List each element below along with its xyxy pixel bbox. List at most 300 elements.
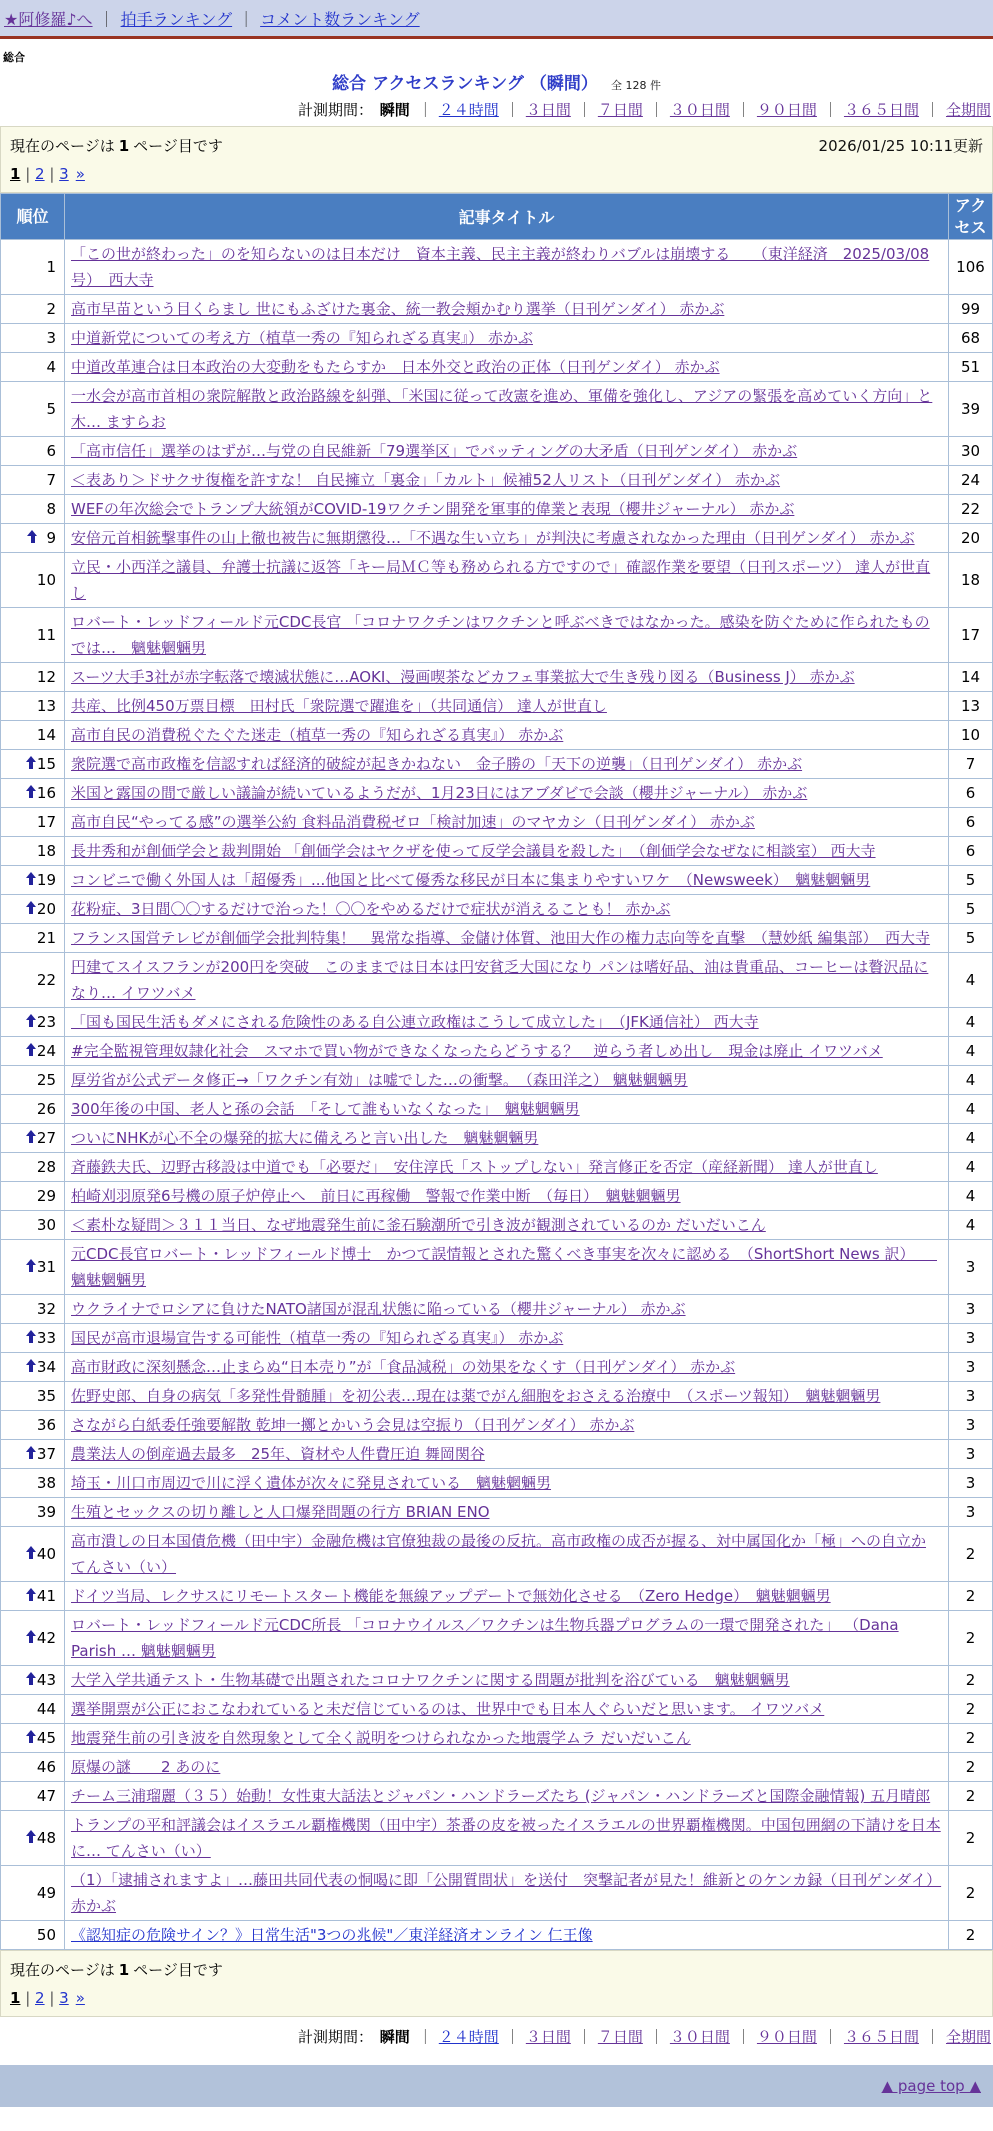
article-link[interactable]: トランプの平和評議会はイスラエル覇権機関（田中宇）茶番の皮を被ったイスラエルの世界覇権機関。中国包囲網の下請けを日本に… てんさい（い） — [71, 1816, 941, 1861]
access-count: 2 — [949, 1611, 993, 1666]
article-link[interactable]: 立民・小西洋之議員、弁護士抗議に返答「キー局ＭＣ等も務められる方ですので」確認作業を要望（日刊スポーツ） 達人が世直し — [71, 558, 931, 603]
title-cell — [65, 353, 949, 382]
rank-trend-slot — [20, 814, 37, 827]
period-option[interactable]: 全期間 — [945, 101, 991, 119]
access-count: 99 — [949, 295, 993, 324]
rank-trend-slot — [20, 755, 37, 768]
article-link[interactable]: 斉藤鉄夫氏、辺野古移設は中道でも「必要だ」 安住淳氏「ストップしない」発言修正を否定（産経新聞） 達人が世直し — [71, 1158, 878, 1177]
rank-cell — [1, 608, 65, 663]
updated-timestamp: 2026/01/25 10:11更新 — [818, 137, 983, 155]
access-count: 4 — [949, 1211, 993, 1240]
title-cell — [65, 779, 949, 808]
rank-number: 40 — [36, 1545, 56, 1564]
rank-cell — [1, 1095, 65, 1124]
title-cell — [65, 1921, 949, 1950]
title-cell — [65, 466, 949, 495]
table-row — [1, 663, 993, 692]
next-page-link[interactable]: » — [75, 1989, 85, 2008]
rank-trend-slot — [20, 1927, 37, 1940]
access-count: 24 — [949, 466, 993, 495]
rank-trend-slot — [20, 1829, 37, 1842]
article-link[interactable]: ロバート・レッドフィールド元CDC所長 「コロナウイルス／ワクチンは生物兵器プログラムの一環で開発された」 （Dana Parish … 魑魅魍魎男 — [71, 1616, 899, 1661]
period-option[interactable]: ３６５日間 — [843, 2028, 919, 2047]
rank-number: 36 — [36, 1416, 56, 1435]
category-label: 総合 — [3, 51, 25, 64]
rank-cell — [1, 1666, 65, 1695]
table-row — [1, 1811, 993, 1866]
rank-cell — [1, 1724, 65, 1753]
article-link[interactable]: スーツ大手3社が赤字転落で壊滅状態に…AOKI、漫画喫茶などカフェ事業拡大で生き残り図る（Business J） 赤かぶ — [71, 668, 855, 687]
rank-number: 18 — [36, 842, 56, 861]
access-count: 30 — [949, 437, 993, 466]
title-cell — [65, 1382, 949, 1411]
title-cell — [65, 663, 949, 692]
title-cell — [65, 295, 949, 324]
table-row — [1, 866, 993, 895]
access-count: 13 — [949, 692, 993, 721]
access-count: 68 — [949, 324, 993, 353]
article-link[interactable]: 埼玉・川口市周辺で川に浮く遺体が次々に発見されている 魑魅魍魎男 — [71, 1474, 552, 1493]
rank-number: 48 — [36, 1829, 56, 1848]
rank-trend-slot — [20, 1101, 37, 1114]
article-link[interactable]: ついにNHKが心不全の爆発的拡大に備えろと言い出した 魑魅魍魎男 — [71, 1129, 539, 1148]
rank-cell — [1, 1066, 65, 1095]
access-count: 3 — [949, 1411, 993, 1440]
table-header-row — [1, 194, 993, 240]
separator: | — [44, 165, 60, 183]
rank-number: 29 — [36, 1187, 56, 1206]
up-arrow-icon — [26, 1588, 37, 1601]
rank-cell — [1, 1008, 65, 1037]
ranking-table — [0, 193, 993, 1950]
period-label: 計測期間： — [297, 2028, 373, 2047]
rank-number: 10 — [36, 571, 56, 590]
column-header-access: アクセス — [949, 194, 993, 240]
rank-cell — [1, 866, 65, 895]
article-link[interactable]: WEFの年次総会でトランプ大統領がCOVID-19ワクチン開発を軍事的偉業と表現（櫻井ジャーナル） 赤かぶ — [71, 500, 795, 519]
separator: ｜ — [822, 2028, 838, 2047]
rank-cell — [1, 1211, 65, 1240]
period-option[interactable]: 全期間 — [945, 2028, 991, 2047]
title-cell — [65, 1124, 949, 1153]
rank-number: 49 — [36, 1884, 56, 1903]
article-link[interactable]: 円建てスイスフランが200円を突破 このままでは日本は円安貧乏大国になり パンは嗜好品、油は貴重品、コーヒーは贅沢品になり… イワツバメ — [71, 958, 929, 1003]
rank-cell — [1, 895, 65, 924]
rank-cell — [1, 295, 65, 324]
period-option[interactable]: ３０日間 — [669, 101, 730, 119]
article-link[interactable]: 《認知症の危険サイン？》日常生活"3つの兆候"／東洋経済オンライン 仁王像 — [71, 1926, 593, 1945]
table-row — [1, 553, 993, 608]
table-row — [1, 1037, 993, 1066]
table-row — [1, 608, 993, 663]
access-count: 2 — [949, 1527, 993, 1582]
up-arrow-icon — [26, 1014, 37, 1027]
article-link[interactable]: さながら白紙委任強要解散 乾坤一擲とかいう会見は空振り（日刊ゲンダイ） 赤かぶ — [71, 1416, 635, 1435]
article-link[interactable]: チーム三浦瑠麗（３５）始動！女性東大話法とジャパン・ハンドラーズたち (ジャパン・ハンドラーズと国際金融情報) 五月晴郎 — [71, 1787, 931, 1806]
rank-cell — [1, 1353, 65, 1382]
period-option[interactable]: ７日間 — [597, 101, 643, 119]
table-row — [1, 1066, 993, 1095]
page-title: 総合 アクセスランキング （瞬間） — [332, 74, 598, 94]
article-link[interactable]: 一水会が高市首相の衆院解散と政治路線を糾弾、「米国に従って改憲を進め、軍備を強化し、アジアの緊張を高めていく方向」と木… ますらお — [71, 387, 933, 432]
rank-cell — [1, 953, 65, 1008]
title-cell — [65, 1695, 949, 1724]
rank-cell — [1, 1582, 65, 1611]
article-link[interactable]: 花粉症、3日間〇〇するだけで治った！〇〇をやめるだけで症状が消えることも！ 赤かぶ — [71, 900, 671, 919]
rank-trend-slot — [20, 784, 37, 797]
article-link[interactable]: 厚労省が公式データ修正→「ワクチン有効」は嘘でした…の衝撃。 （森田洋之） 魑魅魍魎男 — [71, 1071, 688, 1090]
separator: ｜ — [735, 2028, 751, 2047]
rank-number: 47 — [36, 1787, 56, 1806]
rank-trend-slot — [20, 1188, 37, 1201]
article-link[interactable]: 「高市信任」選挙のはずが…与党の自民維新「79選挙区」でバッティングの大矛盾（日刊ゲンダイ） 赤かぶ — [71, 442, 798, 461]
article-link[interactable]: 「国も国民生活もダメにされる危険性のある自公連立政権はこうして成立した」 （JFK通信社） 西大寺 — [71, 1013, 759, 1032]
access-count: 3 — [949, 1382, 993, 1411]
up-arrow-icon — [26, 1830, 37, 1843]
rank-cell — [1, 1611, 65, 1666]
table-row — [1, 437, 993, 466]
rank-trend-slot — [20, 1042, 37, 1055]
rank-cell — [1, 750, 65, 779]
rank-number: 6 — [46, 442, 56, 461]
access-count: 3 — [949, 1295, 993, 1324]
article-link[interactable]: 共産、比例450万票目標 田村氏「衆院選で躍進を」（共同通信） 達人が世直し — [71, 697, 607, 716]
table-row — [1, 1469, 993, 1498]
title-cell — [65, 1811, 949, 1866]
pagination-bar-top — [0, 126, 993, 193]
rank-trend-slot — [21, 401, 38, 414]
article-link[interactable]: ＜素朴な疑問＞３１１当日、なぜ地震発生前に釜石験潮所で引き波が観測されているのか だいだいこん — [71, 1216, 766, 1235]
rank-cell — [1, 1811, 65, 1866]
separator: ｜ — [924, 2028, 940, 2047]
nav-link-asyura-home[interactable]: ★阿修羅♪へ — [4, 10, 93, 29]
rank-trend-slot — [20, 871, 37, 884]
rank-number: 43 — [36, 1671, 56, 1690]
rank-number: 24 — [36, 1042, 56, 1061]
article-link[interactable]: 地震発生前の引き波を自然現象として全く説明をつけられなかった地震学ムラ だいだいこん — [71, 1729, 691, 1748]
rank-cell — [1, 1182, 65, 1211]
rank-number: 34 — [36, 1358, 56, 1377]
article-link[interactable]: 高市潰しの日本国債危機（田中宇）金融危機は官僚独裁の最後の反抗。高市政権の成否が握る、対中属国化か「極」への自立か てんさい（い） — [71, 1532, 927, 1577]
separator: ｜ — [504, 2028, 520, 2047]
rank-number: 22 — [36, 971, 56, 990]
rank-number: 13 — [36, 697, 56, 716]
article-link[interactable]: 佐野史郎、自身の病気「多発性骨髄腫」を初公表…現在は薬でがん細胞をおさえる治療中 （スポーツ報知） 魑魅魍魎男 — [71, 1387, 881, 1406]
title-cell — [65, 240, 949, 295]
period-option[interactable]: ２４時間 — [438, 101, 499, 119]
rank-cell — [1, 779, 65, 808]
article-link[interactable]: 国民が高市退場宣告する可能性（植草一秀の『知られざる真実』） 赤かぶ — [71, 1329, 564, 1348]
period-option[interactable]: ３６５日間 — [843, 101, 919, 119]
title-cell — [65, 1153, 949, 1182]
rank-cell — [1, 353, 65, 382]
rank-trend-slot — [20, 1545, 37, 1558]
nav-link-comment-ranking[interactable]: コメント数ランキング — [260, 10, 420, 29]
access-count: 5 — [949, 924, 993, 953]
article-link[interactable]: 原爆の謎 2 あのに — [71, 1758, 221, 1777]
title-line — [0, 69, 993, 94]
page-link[interactable]: 2 — [35, 1989, 45, 2008]
up-arrow-icon — [26, 872, 37, 885]
article-link[interactable]: 安倍元首相銃撃事件の山上徹也被告に無期懲役…「不遇な生い立ち」が判決に考慮されなかった理由（日刊ゲンダイ） 赤かぶ — [71, 529, 915, 548]
table-row — [1, 1611, 993, 1666]
rank-trend-slot — [20, 1129, 37, 1142]
table-row — [1, 1498, 993, 1527]
rank-number: 39 — [36, 1503, 56, 1522]
article-link[interactable]: 柏崎刈羽原発6号機の原子炉停止へ 前日に再稼働 警報で作業中断 （毎日） 魑魅魍魎男 — [71, 1187, 681, 1206]
title-cell — [65, 1324, 949, 1353]
rank-number: 9 — [46, 529, 56, 548]
rank-cell — [1, 1753, 65, 1782]
title-cell — [65, 1211, 949, 1240]
table-row — [1, 1153, 993, 1182]
rank-cell — [1, 1469, 65, 1498]
rank-cell — [1, 1153, 65, 1182]
current-page-text: 現在のページは 1 ページ目です — [10, 137, 223, 155]
period-option[interactable]: ３日間 — [525, 2028, 571, 2047]
table-row — [1, 295, 993, 324]
article-link[interactable]: 元CDC長官ロバート・レッドフィールド博士 かつて誤情報とされた驚くべき事実を次々に認める （ShortShort News 訳） 魑魅魍魎男 — [71, 1245, 937, 1290]
period-nav-top — [0, 94, 993, 126]
access-count: 6 — [949, 837, 993, 866]
article-link[interactable]: 高市早苗という目くらまし 世にもふざけた裏金、統一教会頬かむり選挙（日刊ゲンダイ） 赤かぶ — [71, 300, 725, 319]
period-option[interactable]: ３０日間 — [669, 2028, 730, 2047]
access-count: 5 — [949, 895, 993, 924]
title-cell — [65, 1782, 949, 1811]
rank-number: 23 — [36, 1013, 56, 1032]
title-cell — [65, 1411, 949, 1440]
rank-cell — [1, 924, 65, 953]
rank-trend-slot — [21, 443, 38, 456]
next-page-link[interactable]: » — [75, 165, 85, 183]
access-count: 2 — [949, 1866, 993, 1921]
rank-trend-slot — [21, 472, 38, 485]
table-row — [1, 324, 993, 353]
rank-number: 16 — [36, 784, 56, 803]
top-nav-bar — [0, 0, 993, 39]
bottom-spacer — [0, 2107, 993, 2131]
table-row — [1, 1921, 993, 1950]
title-cell — [65, 1498, 949, 1527]
table-row — [1, 1666, 993, 1695]
separator: | — [44, 1989, 60, 2008]
title-cell — [65, 324, 949, 353]
rank-number: 5 — [46, 400, 56, 419]
article-link[interactable]: 大学入学共通テスト・生物基礎で出題されたコロナワクチンに関する問題が批判を浴びている 魑魅魍魎男 — [71, 1671, 790, 1690]
article-link[interactable]: （1）「逮捕されますよ」…藤田共同代表の恫喝に即「公開質問状」を送付 突撃記者が見た！維新とのケンカ録（日刊ゲンダイ） 赤かぶ — [71, 1871, 942, 1916]
article-link[interactable]: 選挙開票が公正におこなわれていると未だ信じているのは、世界中でも日本人ぐらいだと思います。 イワツバメ — [71, 1700, 825, 1719]
table-row — [1, 1240, 993, 1295]
rank-trend-slot — [20, 1587, 37, 1600]
rank-trend-slot — [20, 669, 37, 682]
article-link[interactable]: 高市自民“やってる感”の選挙公約 食料品消費税ゼロ「検討加速」のマヤカシ（日刊ゲンダイ） 赤かぶ — [71, 813, 755, 832]
table-row — [1, 1411, 993, 1440]
article-link[interactable]: #完全監視管理奴隷化社会 スマホで買い物ができなくなったらどうする？ 逆らう者しめ出し 現金は廃止 イワツバメ — [71, 1042, 883, 1061]
up-arrow-icon — [26, 1359, 37, 1372]
title-cell — [65, 1182, 949, 1211]
rank-cell — [1, 1411, 65, 1440]
rank-trend-slot — [20, 1159, 37, 1172]
title-cell — [65, 1866, 949, 1921]
up-arrow-icon — [26, 1330, 37, 1343]
rank-cell — [1, 1037, 65, 1066]
table-row — [1, 953, 993, 1008]
rank-trend-slot — [20, 1417, 37, 1430]
article-link[interactable]: 米国と露国の間で厳しい議論が続いているようだが、1月23日にはアブダビで会談（櫻井ジャーナル） 赤かぶ — [71, 784, 808, 803]
rank-number: 11 — [36, 626, 56, 645]
access-count: 6 — [949, 808, 993, 837]
article-link[interactable]: 中道新党についての考え方（植草一秀の『知られざる真実』） 赤かぶ — [71, 329, 533, 348]
rank-trend-slot — [20, 930, 37, 943]
rank-number: 50 — [36, 1926, 56, 1945]
rank-number: 35 — [36, 1387, 56, 1406]
rank-trend-slot — [20, 1072, 37, 1085]
rank-number: 15 — [36, 755, 56, 774]
nav-separator: ｜ — [98, 10, 115, 29]
page-top-link[interactable]: ▲ page top ▲ — [881, 2077, 981, 2096]
article-link[interactable]: コンビニで働く外国人は「超優秀」...他国と比べて優秀な移民が日本に集まりやすいワケ （Newsweek） 魑魅魍魎男 — [71, 871, 871, 890]
page-link[interactable]: 3 — [59, 1989, 69, 2008]
up-arrow-icon — [26, 1043, 37, 1056]
title-cell — [65, 1611, 949, 1666]
rank-trend-slot — [20, 972, 37, 985]
column-header-title: 記事タイトル — [65, 194, 949, 240]
separator: ｜ — [924, 101, 940, 119]
title-cell — [65, 1295, 949, 1324]
separator: ｜ — [648, 101, 664, 119]
table-row — [1, 1440, 993, 1469]
title-cell — [65, 495, 949, 524]
rank-cell — [1, 495, 65, 524]
rank-trend-slot — [20, 572, 37, 585]
up-arrow-icon — [26, 756, 37, 769]
article-link[interactable]: 衆院選で高市政権を信認すれば経済的破綻が起きかねない 金子勝の「天下の逆襲」（日刊ゲンダイ） 赤かぶ — [71, 755, 803, 774]
rank-number: 45 — [36, 1729, 56, 1748]
article-link[interactable]: 300年後の中国、老人と孫の会話 「そして誰もいなくなった」 魑魅魍魎男 — [71, 1100, 580, 1119]
article-link[interactable]: ロバート・レッドフィールド元CDC長官 「コロナワクチンはワクチンと呼ぶべきではなかった。感染を防ぐために作られたものでは… 魑魅魍魎男 — [71, 613, 930, 658]
rank-cell — [1, 553, 65, 608]
title-cell — [65, 808, 949, 837]
access-count: 3 — [949, 1498, 993, 1527]
article-link[interactable]: フランス国営テレビが創価学会批判特集！ 異常な指導、金儲け体質、池田大作の権力志向等を直撃 （慧妙紙 編集部） 西大寺 — [71, 929, 931, 948]
access-count: 51 — [949, 353, 993, 382]
page-link[interactable]: 3 — [59, 165, 69, 183]
title-cell — [65, 837, 949, 866]
article-link[interactable]: 高市財政に深刻懸念…止まらぬ“日本売り”が「食品減税」の効果をなくす（日刊ゲンダイ） 赤かぶ — [71, 1358, 736, 1377]
rank-trend-slot — [21, 529, 38, 542]
article-link[interactable]: 中道改革連合は日本政治の大変動をもたらすか 日本外交と政治の正体（日刊ゲンダイ） 赤かぶ — [71, 358, 720, 377]
rank-trend-slot — [21, 359, 38, 372]
access-count: 18 — [949, 553, 993, 608]
rank-number: 27 — [36, 1129, 56, 1148]
title-cell — [65, 866, 949, 895]
title-cell — [65, 750, 949, 779]
article-link[interactable]: ドイツ当局、レクサスにリモートスタート機能を無線アップデートで無効化させる （Zero Hedge） 魑魅魍魎男 — [71, 1587, 831, 1606]
period-option[interactable]: ９０日間 — [756, 101, 817, 119]
rank-number: 42 — [36, 1629, 56, 1648]
table-row — [1, 1582, 993, 1611]
period-option[interactable]: ９０日間 — [756, 2028, 817, 2047]
rank-cell — [1, 837, 65, 866]
page-link[interactable]: 1 — [10, 165, 21, 183]
access-count: 2 — [949, 1724, 993, 1753]
page-link[interactable]: 1 — [10, 1989, 21, 2008]
pager-pages — [10, 165, 85, 183]
title-cell — [65, 437, 949, 466]
rank-cell — [1, 1295, 65, 1324]
title-cell — [65, 1582, 949, 1611]
separator: ｜ — [576, 2028, 592, 2047]
access-count: 106 — [949, 240, 993, 295]
up-arrow-icon — [26, 1546, 37, 1559]
up-arrow-icon — [26, 1672, 37, 1685]
table-row — [1, 1353, 993, 1382]
rank-cell — [1, 808, 65, 837]
article-link[interactable]: 長井秀和が創価学会と裁判開始 「創価学会はヤクザを使って反学会議員を殺した」 （創価学会なぜなに相談室） 西大寺 — [71, 842, 876, 861]
rank-trend-slot — [20, 727, 37, 740]
up-arrow-icon — [26, 1130, 37, 1143]
rank-trend-slot — [20, 1358, 37, 1371]
period-option[interactable]: ７日間 — [597, 2028, 643, 2047]
up-arrow-icon — [26, 1446, 37, 1459]
table-row — [1, 1295, 993, 1324]
rank-number: 17 — [36, 813, 56, 832]
table-row — [1, 524, 993, 553]
article-link[interactable]: 高市自民の消費税ぐたぐた迷走（植草一秀の『知られざる真実』） 赤かぶ — [71, 726, 564, 745]
rank-cell — [1, 663, 65, 692]
rank-trend-slot — [20, 1388, 37, 1401]
rank-number: 12 — [36, 668, 56, 687]
period-option[interactable]: ３日間 — [525, 101, 571, 119]
title-cell — [65, 1095, 949, 1124]
column-header-rank: 順位 — [1, 194, 65, 240]
article-link[interactable]: 農業法人の倒産過去最多 25年、資材や人件費圧迫 舞岡関谷 — [71, 1445, 485, 1464]
period-option[interactable]: ２４時間 — [438, 2028, 499, 2047]
nav-link-clap-ranking[interactable]: 拍手ランキング — [120, 10, 233, 29]
current-page-text: 現在のページは 1 ページ目です — [10, 1961, 223, 1980]
title-cell — [65, 1753, 949, 1782]
article-link[interactable]: ＜表あり＞ドサクサ復権を許すな！ 自民擁立「裏金」「カルト」候補52人リスト（日刊ゲンダイ） 赤かぶ — [71, 471, 781, 490]
rank-trend-slot — [20, 698, 37, 711]
title-cell — [65, 1353, 949, 1382]
title-cell — [65, 1240, 949, 1295]
up-arrow-icon — [26, 901, 37, 914]
access-count: 17 — [949, 608, 993, 663]
article-link[interactable]: 「この世が終わった」のを知らないのは日本だけ 資本主義、民主主義が終わりバブルは崩壊する （東洋経済 2025/03/08号） 西大寺 — [71, 245, 930, 290]
rank-number: 19 — [36, 871, 56, 890]
table-row — [1, 1782, 993, 1811]
access-count: 20 — [949, 524, 993, 553]
article-link[interactable]: 生殖とセックスの切り離しと人口爆発問題の行方 BRIAN ENO — [71, 1503, 490, 1522]
table-row — [1, 895, 993, 924]
access-count: 4 — [949, 1124, 993, 1153]
rank-cell — [1, 382, 65, 437]
up-arrow-icon — [26, 1630, 37, 1643]
rank-trend-slot — [20, 1301, 37, 1314]
rank-cell — [1, 324, 65, 353]
table-row — [1, 1382, 993, 1411]
table-row — [1, 779, 993, 808]
title-cell — [65, 1666, 949, 1695]
page-link[interactable]: 2 — [35, 165, 45, 183]
article-link[interactable]: ウクライナでロシアに負けたNATO諸国が混乱状態に陥っている（櫻井ジャーナル） 赤かぶ — [71, 1300, 686, 1319]
access-count: 3 — [949, 1353, 993, 1382]
up-arrow-icon — [26, 1730, 37, 1743]
table-row — [1, 1753, 993, 1782]
table-row — [1, 721, 993, 750]
access-count: 4 — [949, 1095, 993, 1124]
rank-number: 32 — [36, 1300, 56, 1319]
